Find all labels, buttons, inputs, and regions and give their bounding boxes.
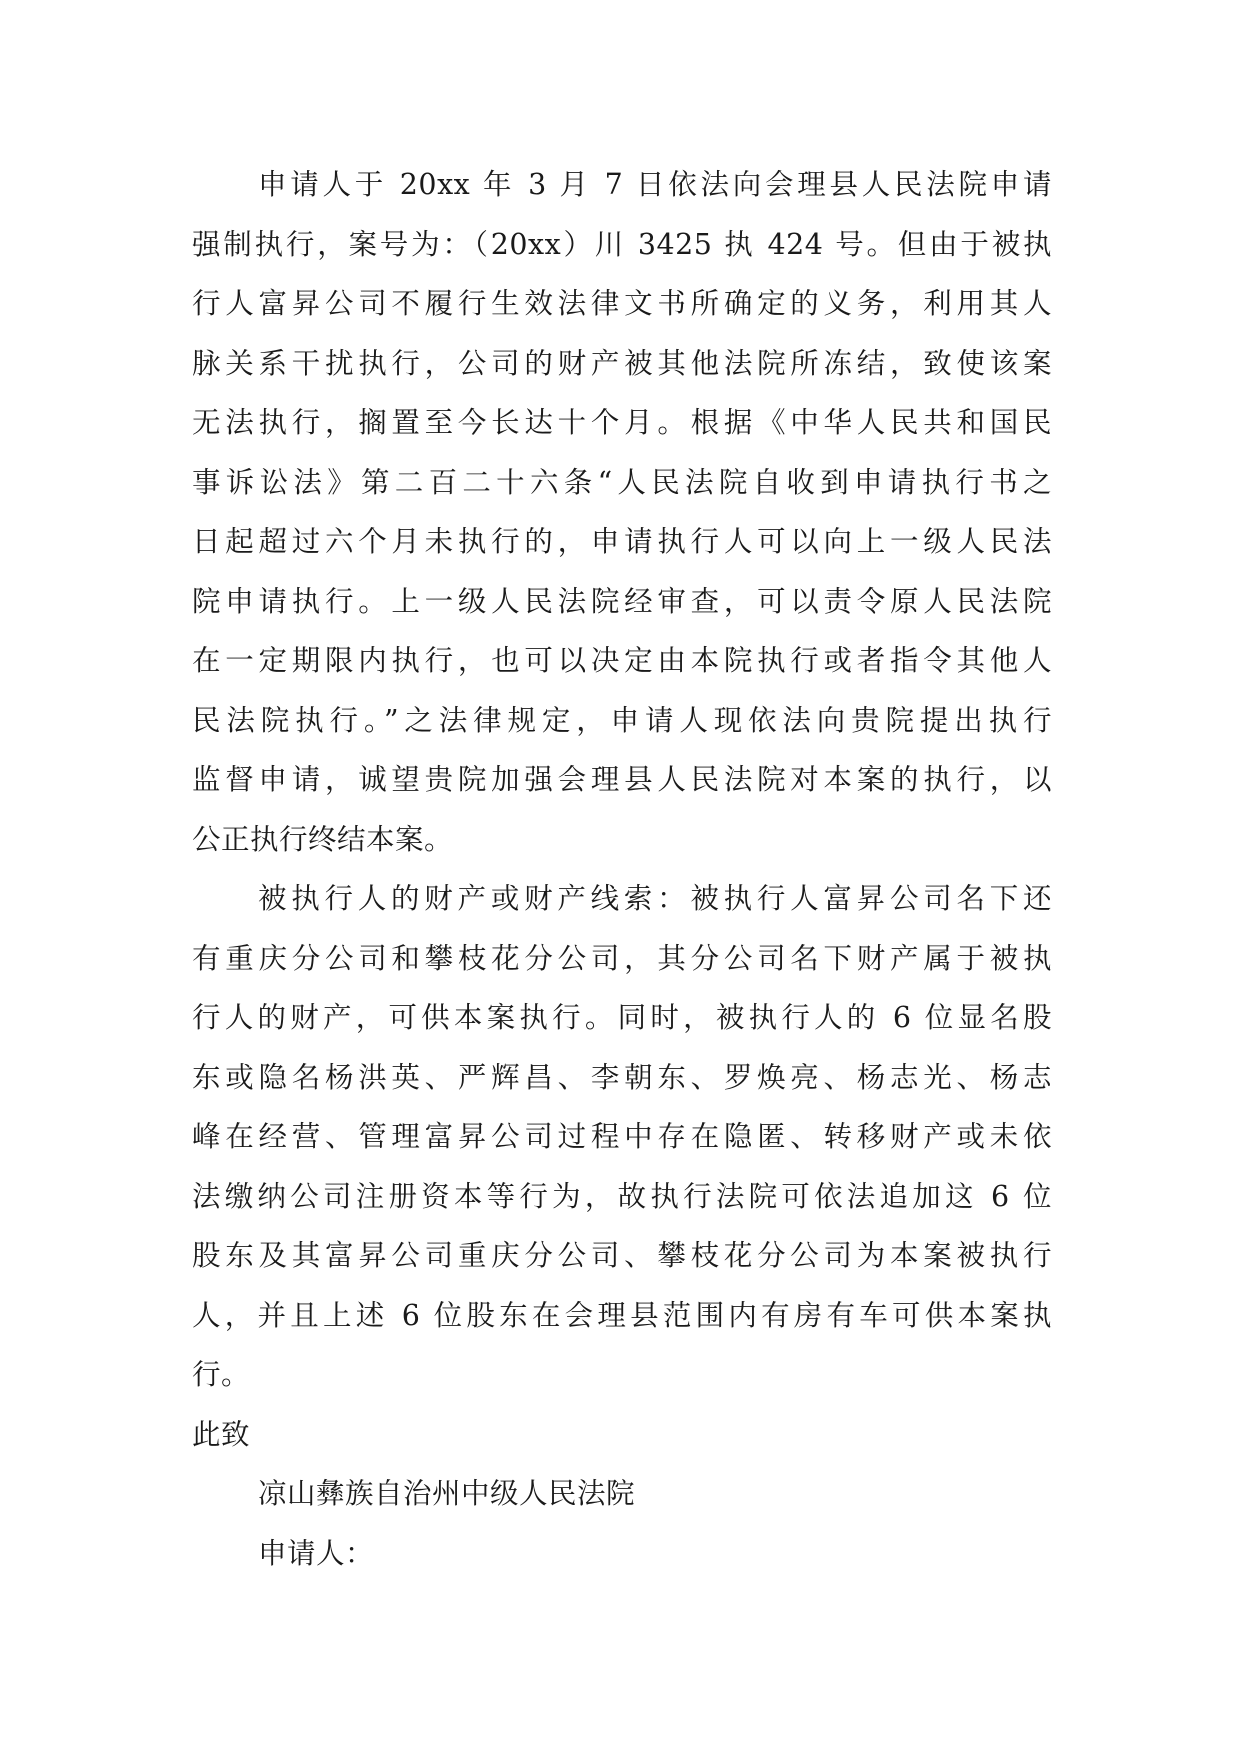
paragraph-2-line: 被执行人的财产或财产线索：被执行人富昇公司名下还	[258, 882, 1052, 915]
paragraph-2-line: 有重庆分公司和攀枝花分公司，其分公司名下财产属于被执	[192, 941, 1052, 975]
paragraph-1-line: 脉关系干扰执行，公司的财产被其他法院所冻结，致使该案	[192, 346, 1052, 380]
paragraph-1-line: 无法执行，搁置至今长达十个月。根据《中华人民共和国民	[192, 406, 1052, 439]
paragraph-1-line: 日起超过六个月未执行的，申请执行人可以向上一级人民法	[192, 525, 1052, 558]
applicant-label: 申请人：	[258, 1536, 375, 1570]
paragraph-2-line: 行人的财产，可供本案执行。同时，被执行人的 6 位显名股	[192, 1001, 1052, 1034]
paragraph-1-line: 行人富昇公司不履行生效法律文书所确定的义务，利用其人	[192, 287, 1052, 320]
paragraph-1-line: 民法院执行。”之法律规定，申请人现依法向贵院提出执行	[192, 703, 1052, 737]
paragraph-1-line: 事诉讼法》第二百二十六条“人民法院自收到申请执行书之	[192, 465, 1052, 499]
paragraph-2-line: 人，并且上述 6 位股东在会理县范围内有房有车可供本案执	[192, 1298, 1052, 1332]
paragraph-2-line: 东或隐名杨洪英、严辉昌、李朝东、罗焕亮、杨志光、杨志	[192, 1060, 1052, 1094]
document-body	[192, 155, 1052, 1583]
paragraph-2-line: 股东及其富昇公司重庆分公司、攀枝花分公司为本案被执行	[192, 1239, 1052, 1272]
paragraph-2-line: 法缴纳公司注册资本等行为，故执行法院可依法追加这 6 位	[192, 1179, 1052, 1213]
paragraph-1-line: 在一定期限内执行，也可以决定由本院执行或者指令其他人	[192, 644, 1052, 677]
paragraph-1-line: 院申请执行。上一级人民法院经审查，可以责令原人民法院	[192, 584, 1052, 618]
paragraph-1-line: 公正执行终结本案。	[192, 822, 454, 856]
paragraph-1-line: 强制执行，案号为：（20xx）川 3425 执 424 号。但由于被执	[192, 227, 1052, 261]
paragraph-2-line: 峰在经营、管理富昇公司过程中存在隐匿、转移财产或未依	[192, 1120, 1052, 1153]
paragraph-1-line: 申请人于 20xx 年 3 月 7 日依法向会理县人民法院申请	[258, 168, 1052, 201]
paragraph-2-line: 行。	[192, 1358, 251, 1391]
paragraph-1-line: 监督申请，诚望贵院加强会理县人民法院对本案的执行，以	[192, 763, 1052, 796]
recipient-court: 凉山彝族自治州中级人民法院	[258, 1477, 636, 1510]
closing-salutation: 此致	[192, 1417, 251, 1451]
